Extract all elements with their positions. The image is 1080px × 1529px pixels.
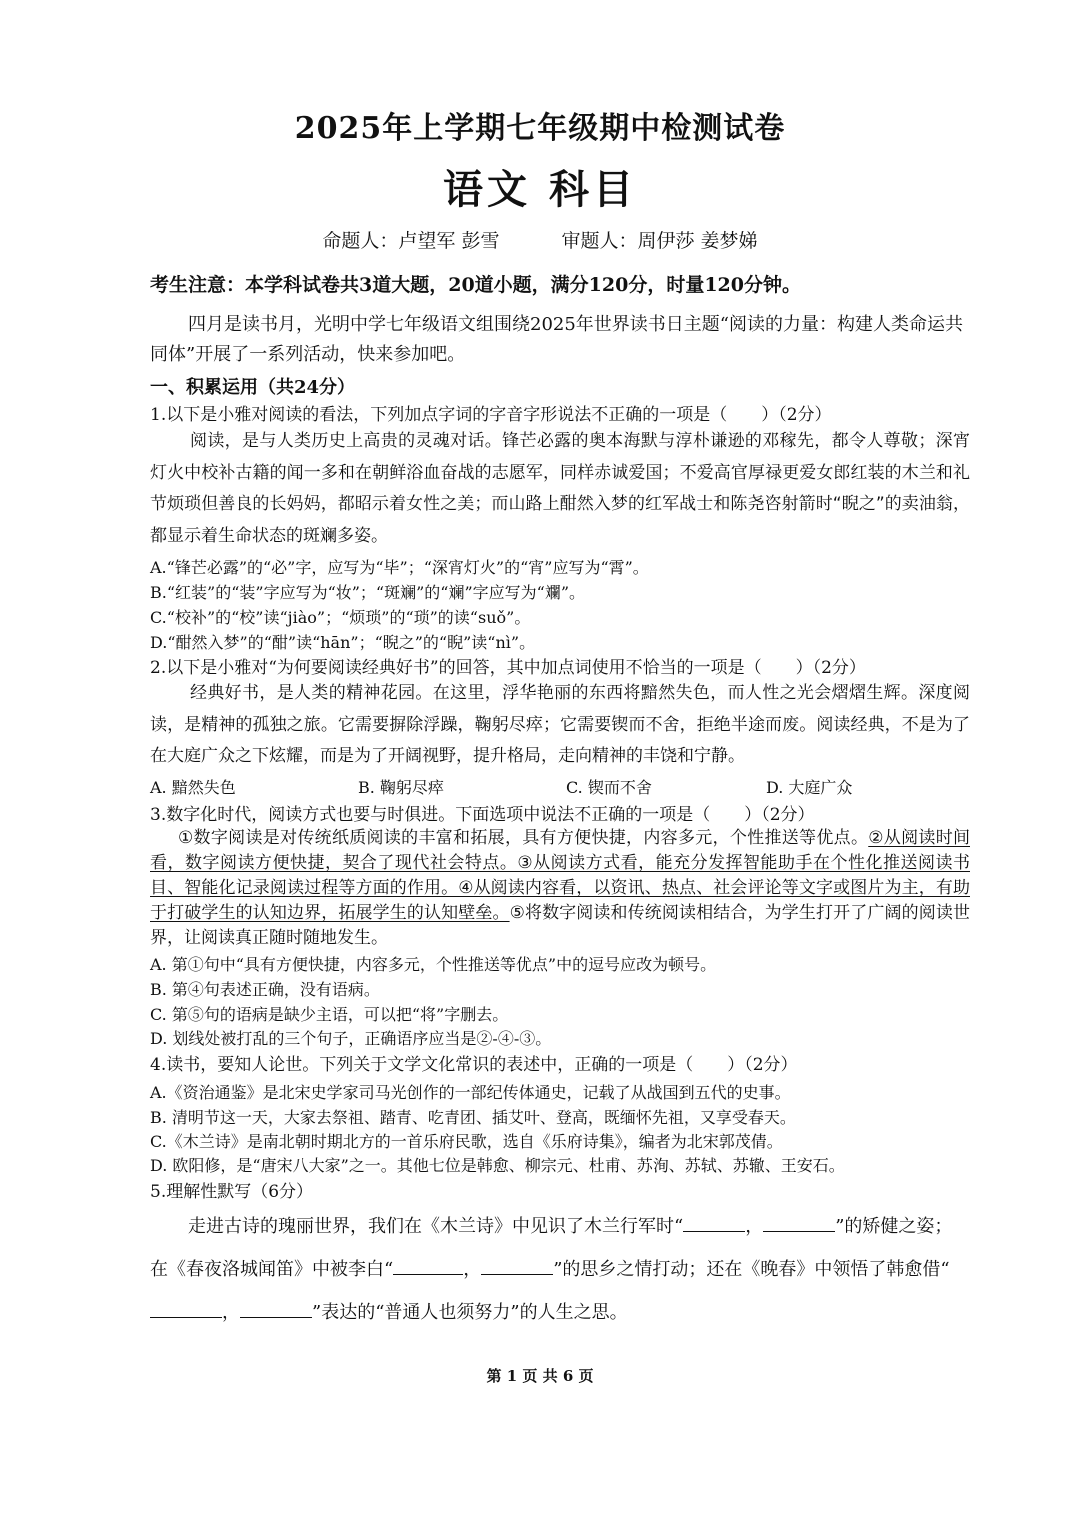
authors-line xyxy=(0,226,1080,253)
question-1-option-a: A.“锋芒必露”的“必”字，应写为“毕”；“深宵灯火”的“宵”应写为“霄”。 xyxy=(150,558,649,577)
question-2-passage: 经典好书，是人类的精神花园。在这里，浮华艳丽的东西将黯然失色，而人性之光会熠熠生辉。深度阅读，是精神的孤独之旅。它需要摒除浮躁，鞠躬尽瘁；它需要锲而不舍，拒绝半途而废。阅读经典，不是为了在大庭广众之下炫耀，而是为了开阔视野，提升格局，走向精神的丰饶和宁静。 xyxy=(150,683,970,766)
question-2-stem: 2.以下是小雅对“为何要阅读经典好书”的回答，其中加点词使用不恰当的一项是（ ）（2分） xyxy=(150,658,866,678)
intro-paragraph: 四月是读书月，光明中学七年级语文组围绕2025年世界读书日主题“阅读的力量：构建人类命运共同体”开展了一系列活动，快来参加吧。 xyxy=(150,314,964,365)
answer-blank[interactable] xyxy=(683,1213,745,1232)
answer-blank[interactable] xyxy=(763,1213,835,1232)
question-2-option-a: A. 黯然失色 xyxy=(150,778,236,797)
question-setters: 命题人：卢望军 彭雪 xyxy=(322,230,500,252)
question-4-option-a: A.《资治通鉴》是北宋史学家司马光创作的一部纪传体通史，记载了从战国到五代的史事。 xyxy=(150,1083,791,1102)
section-heading: 一、积累运用（共24分） xyxy=(150,377,356,398)
question-4-option-b: B. 清明节这一天，大家去祭祖、踏青、吃青团、插艾叶、登高，既缅怀先祖，又享受春天。 xyxy=(150,1108,796,1127)
exam-notice: 考生注意：本学科试卷共3道大题，20道小题，满分120分，时量120分钟。 xyxy=(150,274,801,296)
question-3-option-a: A. 第①句中“具有方便快捷，内容多元，个性推送等优点”中的逗号应改为顿号。 xyxy=(150,955,717,974)
answer-blank[interactable] xyxy=(150,1299,222,1318)
subject-title: 语文 科目 xyxy=(443,166,637,213)
question-4-option-d: D. 欧阳修，是“唐宋八大家”之一。其他七位是韩愈、柳宗元、杜甫、苏洵、苏轼、苏辙、王安石。 xyxy=(150,1156,845,1175)
answer-blank[interactable] xyxy=(240,1299,312,1318)
answer-blank[interactable] xyxy=(481,1256,553,1275)
question-3-stem: 3.数字化时代，阅读方式也要与时俱进。下面选项中说法不正确的一项是（ ）（2分） xyxy=(150,805,815,825)
question-3-passage xyxy=(150,826,970,951)
question-1-stem: 1.以下是小雅对阅读的看法，下列加点字词的字音字形说法不正确的一项是（ ）（2分） xyxy=(150,405,832,425)
question-3-option-b: B. 第④句表述正确，没有语病。 xyxy=(150,980,380,999)
answer-blank[interactable] xyxy=(393,1256,463,1275)
question-5-fill-in-text: 走进古诗的瑰丽世界，我们在《木兰诗》中见识了木兰行军时“ ， ”的矫健之姿；在《春夜洛城闻笛》中被李白“ ， ”的思乡之情打动；还在《晚春》中领悟了韩愈借“， ”表达的“普通人也须努力”的人生之思。 xyxy=(150,1205,970,1334)
question-reviewers: 审题人：周伊莎 姜梦娣 xyxy=(561,230,758,252)
question-5-stem: 5.理解性默写（6分） xyxy=(150,1182,314,1202)
question-4-stem: 4.读书，要知人论世。下列关于文学文化常识的表述中，正确的一项是（ ）（2分） xyxy=(150,1055,798,1075)
question-3-option-c: C. 第⑤句的语病是缺少主语，可以把“将”字删去。 xyxy=(150,1005,509,1024)
question-3-underlined-sentences: ②从阅读时间看，数字阅读方便快捷，契合了现代社会特点。③从阅读方式看，能充分发挥智能助手在个性化推送阅读书目、智能化记录阅读过程等方面的作用。④从阅读内容看，以资讯、热点、社会评论等文字或图片为主，有助于打破学生的认知边界，拓展学生的认知壁垒。 xyxy=(150,828,970,923)
question-1-passage: 阅读，是与人类历史上高贵的灵魂对话。锋芒必露的奥本海默与淳朴谦逊的邓稼先，都令人尊敬；深宵灯火中校补古籍的闻一多和在朝鲜浴血奋战的志愿军，同样赤诚爱国；不爱高官厚禄更爱女郎红装的木兰和礼节烦琐但善良的长妈妈，都昭示着女性之美；而山路上酣然入梦的红军战士和陈尧咨射箭时“睨之”的卖油翁，都显示着生命状态的斑斓多姿。 xyxy=(150,431,970,546)
question-1-option-b: B.“红装”的“装”字应写为“妆”；“斑斓”的“斓”字应写为“斕”。 xyxy=(150,583,586,602)
page-footer: 第 1 页 共 6 页 xyxy=(486,1367,594,1385)
question-3-sentence-1: ①数字阅读是对传统纸质阅读的丰富和拓展，具有方便快捷，内容多元，个性推送等优点。 xyxy=(178,828,869,848)
exam-title: 2025年上学期七年级期中检测试卷 xyxy=(294,111,786,146)
question-4-option-c: C.《木兰诗》是南北朝时期北方的一首乐府民歌，选自《乐府诗集》，编者为北宋郭茂倩。 xyxy=(150,1132,783,1151)
question-2-option-c: C. 锲而不舍 xyxy=(566,778,652,797)
question-2-option-b: B. 鞠躬尽瘁 xyxy=(358,778,444,797)
question-1-option-c: C.“校补”的“校”读“jiào”；“烦琐”的“琐”的读“suǒ”。 xyxy=(150,608,531,627)
question-3-option-d: D. 划线处被打乱的三个句子，正确语序应当是②-④-③。 xyxy=(150,1029,552,1048)
question-1-option-d: D.“酣然入梦”的“酣”读“hān”；“睨之”的“睨”读“nì”。 xyxy=(150,633,536,652)
question-2-option-d: D. 大庭广众 xyxy=(766,778,853,797)
question-3-sentence-5: ⑤将数字阅读和传统阅读相结合，为学生打开了广阔的阅读世界，让阅读真正随时随地发生。 xyxy=(150,903,970,948)
